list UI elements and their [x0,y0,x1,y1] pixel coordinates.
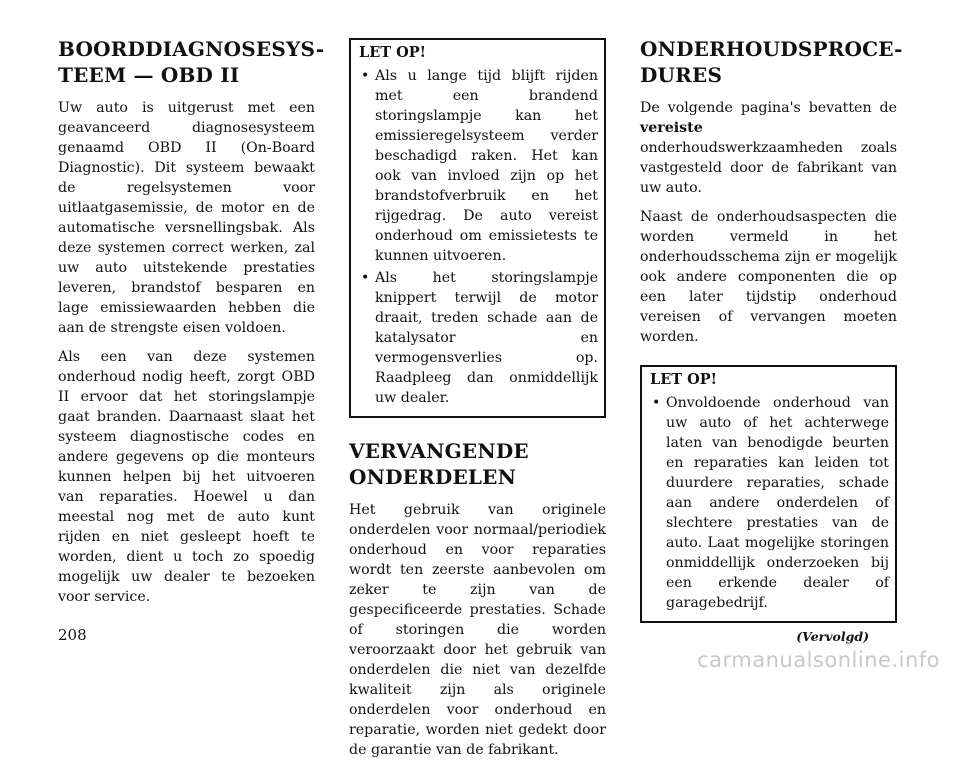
warning-box-malfunction-lamp [349,38,606,418]
column-obd [58,36,325,616]
heading-obd: BOORDDIAGNOSESYS- TEEM — OBD II [58,37,325,87]
paragraph-maintenance-other: Naast de onderhoudsaspecten die worden vermeld in het onderhoudsschema zijn er mogelijk ook andere componenten die op een later tijdstip onderhoud vereisen of vervangen moeten worden. [640,209,897,345]
page-number: 208 [58,626,87,644]
column-parts [349,36,606,769]
paragraph-maintenance-intro: De volgende pagina's bevatten de vereiste onderhoudswerkzaamheden zoals vastgesteld door de fabrikant van uw auto. [640,100,897,196]
bullet-icon: • [361,270,370,286]
warning-title: LET OP! [650,371,717,388]
warning-item: • Onvoldoende onderhoud van uw auto of het achterwege laten van benodigde beurten en reparaties kan leiden tot duurdere reparaties, schade aan andere onderdelen of slechtere prestaties van de auto. Laat mogelijke storingen onmiddellijk onderzoeken bij een erkende dealer of garagebedrijf. [652,395,889,611]
emphasis-required: vereiste [640,120,703,136]
bullet-icon: • [361,68,370,84]
warning-item: • Als het storingslampje knippert terwijl de motor draait, treden schade aan de katalysator en vermogensverlies op. Raadpleeg dan onmiddellijk uw dealer. [361,270,598,406]
warning-item: • Als u lange tijd blijft rijden met een brandend storingslampje kan het emissieregelsysteem verder beschadigd raken. Het kan ook van invloed zijn op het brandstofverbruik en het rijgedrag. De auto vereist onderhoud om emissietests te kunnen uitvoeren. [361,68,598,264]
paragraph-replacement-parts: Het gebruik van originele onderdelen voor normaal/periodiek onderhoud en voor reparaties wordt ten zeerste aanbevolen om zeker te zijn van de gespecificeerde prestaties. Schade of storingen die worden veroorzaakt door het gebruik van onderdelen die niet van dezelfde kwaliteit zijn als originele onderdelen voor onderhoud en reparatie, worden niet gedekt door de garantie van de fabrikant. [349,502,606,758]
paragraph-obd-service: Als een van deze systemen onderhoud nodig heeft, zorgt OBD II ervoor dat het storingslampje gaat branden. Daarnaast slaat het systeem diagnostische codes en andere gegevens op die monteurs kunnen helpen bij het uitvoeren van reparaties. Hoewel u dan meestal nog met de auto kunt rijden en niet gesleept hoeft te worden, dient u toch zo spoedig mogelijk uw dealer te bezoeken voor service. [58,349,315,605]
watermark: carmanualsonline.info [697,648,940,672]
warning-list [359,66,598,408]
warning-box-maintenance [640,365,897,623]
bullet-icon: • [652,395,661,411]
warning-title: LET OP! [359,44,426,61]
heading-maintenance: ONDERHOUDSPROCE- DURES [640,37,903,87]
column-maintenance [640,36,903,644]
heading-replacement-parts: VERVANGENDE ONDERDELEN [349,439,529,489]
paragraph-obd-intro: Uw auto is uitgerust met een geavanceerd diagnosesysteem genaamd OBD II (On-Board Diagnostic). Dit systeem bewaakt de regelsystemen voor uitlaatgasemissie, de motor en de automatische versnellingsbak. Als deze systemen correct werken, zal uw auto uitstekende prestaties leveren, brandstof besparen en lage emissiewaarden hebben die aan de strengste eisen voldoen. [58,100,315,336]
continued-label: (Vervolgd) [796,629,869,644]
warning-list [650,393,889,613]
